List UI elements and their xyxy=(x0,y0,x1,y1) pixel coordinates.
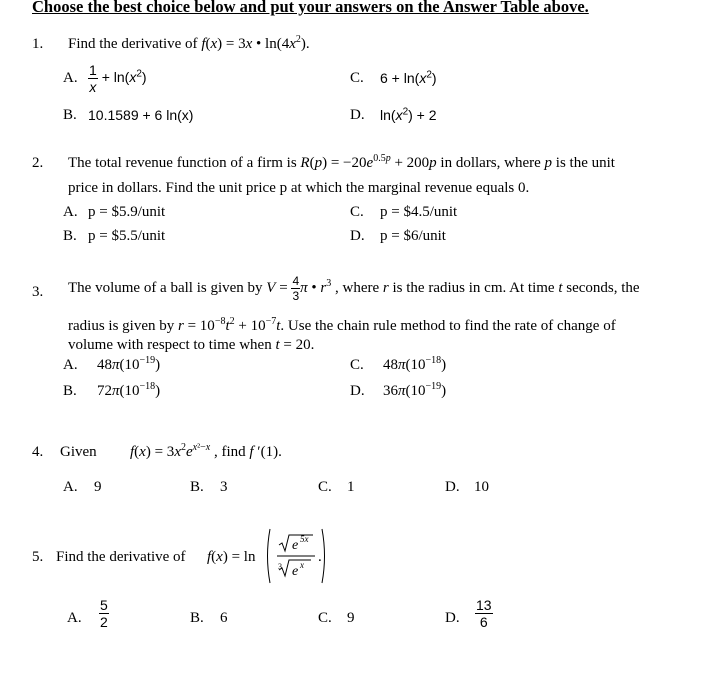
q5-number: 5. xyxy=(32,549,44,565)
q1-option-d-label[interactable]: D. xyxy=(350,107,365,123)
q5-function-prefix: f(x) = ln xyxy=(207,549,256,565)
q2-number: 2. xyxy=(32,155,44,171)
q4-option-a-label[interactable]: A. xyxy=(63,479,78,495)
q3-option-a[interactable]: $48\pi(10^{-19})$ xyxy=(97,355,161,373)
q4-option-b-label[interactable]: B. xyxy=(190,479,204,495)
q1-option-a-label[interactable]: A. xyxy=(63,70,78,86)
q3-line3: volume with respect to time when t = 20. xyxy=(68,337,315,353)
q2-option-d-label[interactable]: D. xyxy=(350,228,365,244)
q5-option-a-label[interactable]: A. xyxy=(67,610,82,626)
q1-option-c[interactable]: $6 + \ln(x^2)$ xyxy=(380,69,437,86)
q3-number: 3. xyxy=(32,284,44,300)
q2-option-b[interactable]: p = $5.5/unit xyxy=(88,228,166,244)
q3-option-d[interactable]: $36\pi(10^{-19})$ xyxy=(383,381,447,399)
q5-option-b[interactable]: 6 xyxy=(220,610,228,626)
q3-option-c-label[interactable]: C. xyxy=(350,357,364,373)
q1-option-a-fraction: $\frac{1}{x}$ xyxy=(89,62,97,95)
instructions-header: Choose the best choice below and put your answers on the Answer Table above. xyxy=(32,0,589,16)
q1-option-a[interactable]: $\frac{1}{x}$ + $\ln(x^2)$ xyxy=(89,62,147,95)
q1-option-d[interactable]: $\ln(x^2) + 2$ xyxy=(380,106,437,123)
q5-option-a[interactable] xyxy=(99,598,109,629)
q4-option-d[interactable]: 10 xyxy=(474,479,489,495)
q3-option-a-label[interactable]: A. xyxy=(63,357,78,373)
q1-option-c-label[interactable]: C. xyxy=(350,70,364,86)
q4-function: $f(x) = 3x^2e^{x^2-x}$ , find f ′(1). xyxy=(130,442,282,460)
q3-option-d-label[interactable]: D. xyxy=(350,383,365,399)
q3-option-c[interactable]: $48\pi(10^{-18})$ xyxy=(383,355,447,373)
q1-stem xyxy=(68,36,310,53)
q2-option-b-label[interactable]: B. xyxy=(63,228,77,244)
q2-option-c-label[interactable]: C. xyxy=(350,204,364,220)
q4-option-c[interactable]: 1 xyxy=(347,479,355,495)
q4-option-b[interactable]: 3 xyxy=(220,479,228,495)
q1-option-b-label[interactable]: B. xyxy=(63,107,77,123)
q4-text: Given xyxy=(60,444,97,460)
q1-function: f(x) = 3x • $\ln(4x^2)$. xyxy=(201,34,310,52)
q4-option-a[interactable]: 9 xyxy=(94,479,102,495)
q2-option-a[interactable]: p = $5.9/unit xyxy=(88,204,166,220)
q2-option-a-label[interactable]: A. xyxy=(63,204,78,220)
svg-text:x: x xyxy=(300,560,304,570)
q5-option-a-fraction: $\frac{5}{2}$ xyxy=(100,597,108,630)
q5-text: Find the derivative of xyxy=(56,549,186,565)
q5-option-d[interactable] xyxy=(475,598,493,629)
q2-option-c[interactable]: p = $4.5/unit xyxy=(380,204,458,220)
q5-option-d-label[interactable]: D. xyxy=(445,610,460,626)
q2-line2: price in dollars. Find the unit price p at which the marginal revenue equals 0. xyxy=(68,180,530,196)
q2-option-d[interactable]: p = $6/unit xyxy=(380,228,446,244)
svg-text:3: 3 xyxy=(278,562,282,571)
q1-option-b[interactable]: 10.1589 + 6 ln(x) xyxy=(88,107,194,123)
q3-option-b-label[interactable]: B. xyxy=(63,383,77,399)
q3-volume-formula: V = $\frac{4}{3}$ π • $r^3$ xyxy=(266,274,332,304)
q3-line1: The volume of a ball is given by V = $\frac{4}{3}$ π • $r^3$ , where r is the radius in cm. At time t seconds, the xyxy=(68,274,640,304)
svg-text:e: e xyxy=(292,538,299,553)
q4-number: 4. xyxy=(32,444,44,460)
q5-option-b-label[interactable]: B. xyxy=(190,610,204,626)
svg-text:e: e xyxy=(292,564,299,579)
q4-option-c-label[interactable]: C. xyxy=(318,479,332,495)
q5-period: . xyxy=(318,549,322,565)
q3-option-b[interactable]: $72\pi(10^{-18})$ xyxy=(97,381,161,399)
q2-line1: The total revenue function of a firm is $R(p) = -20e^{0.5p} + 200p$ in dollars, where p is the unit xyxy=(68,153,615,171)
q5-option-c-label[interactable]: C. xyxy=(318,610,332,626)
svg-text:5x: 5x xyxy=(300,534,309,544)
q5-option-d-fraction: $\frac{13}{6}$ xyxy=(476,597,492,630)
q1-number: 1. xyxy=(32,36,44,52)
q4-option-d-label[interactable]: D. xyxy=(445,479,460,495)
q1-text: Find the derivative of xyxy=(68,36,198,52)
q5-option-c[interactable]: 9 xyxy=(347,610,355,626)
q3-line2: radius is given by $r = 10^{-8}t^2 + 10^{-7}t$. Use the chain rule method to find the rate of change of xyxy=(68,316,616,334)
